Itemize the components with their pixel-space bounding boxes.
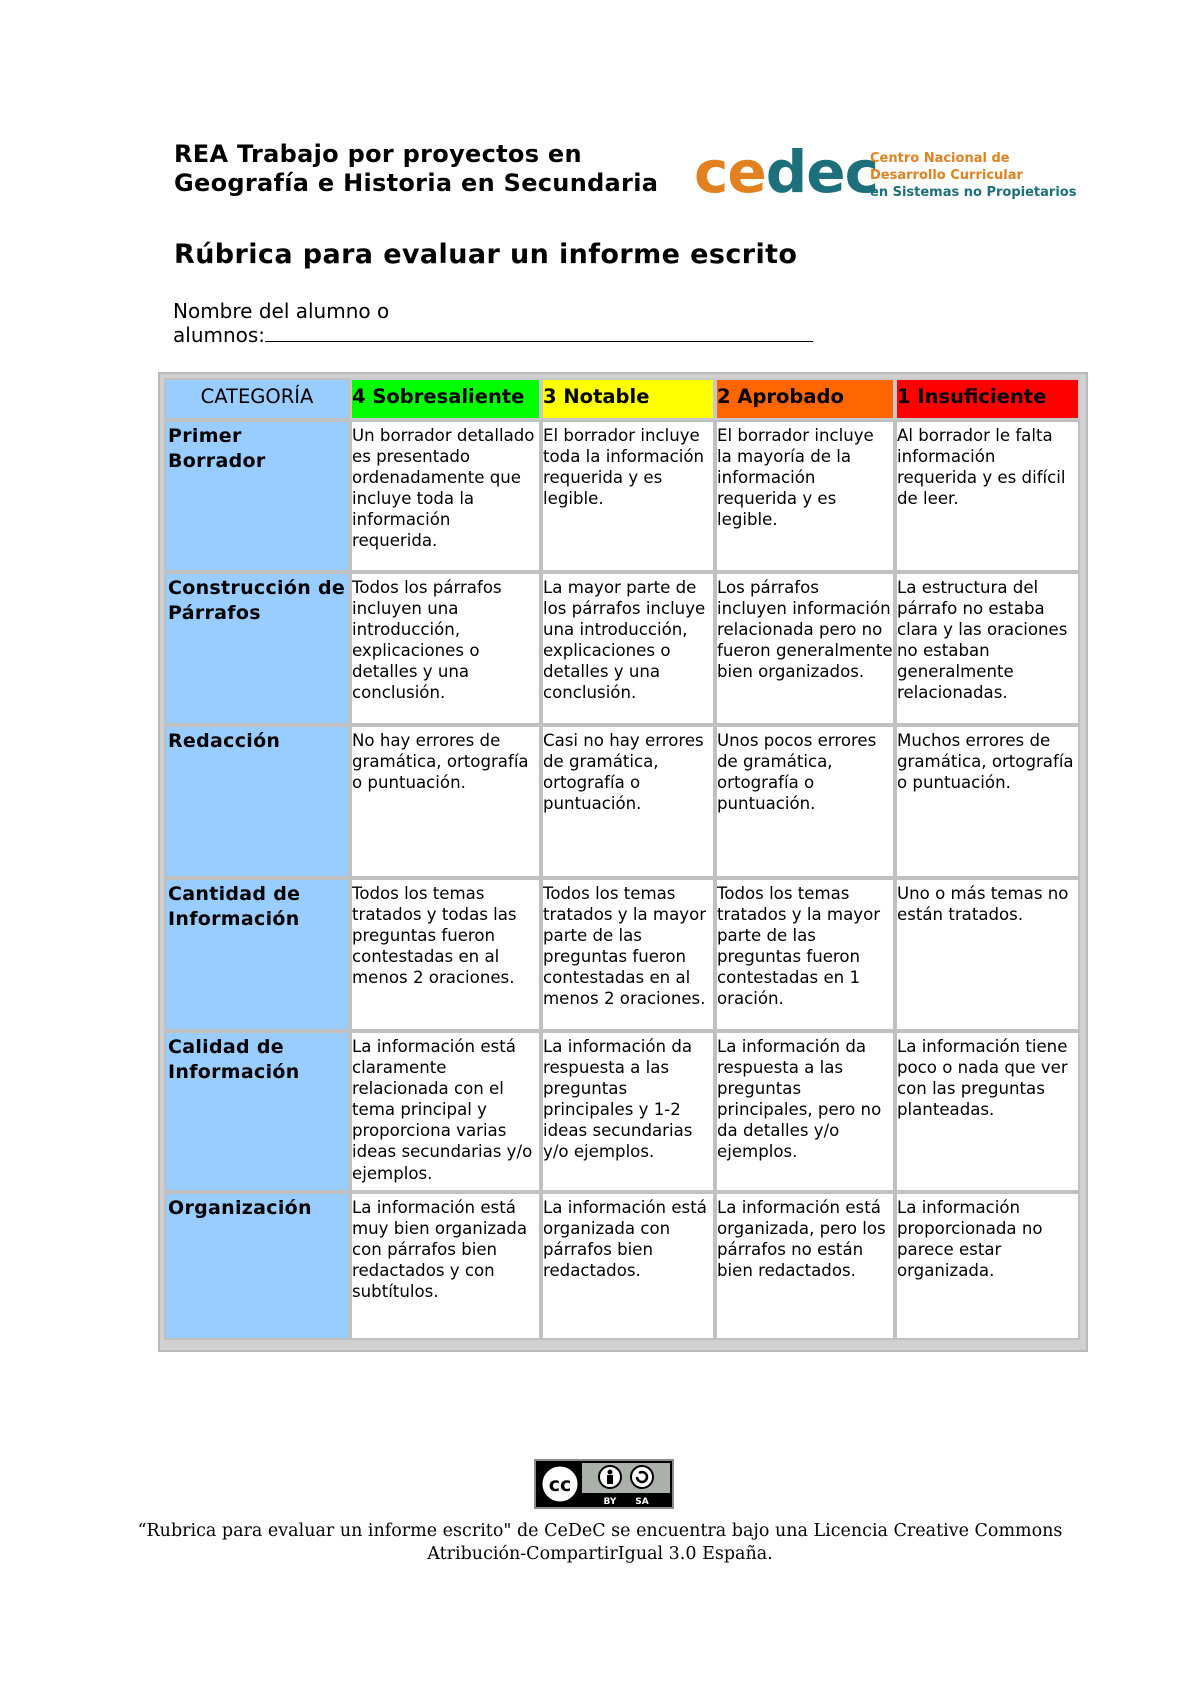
rubric-table — [158, 372, 1088, 1352]
header-cell-level-2: 3 Notable — [541, 378, 715, 420]
svg-text:SA: SA — [635, 1497, 649, 1507]
logo-line2: Desarrollo Curricular — [870, 168, 1023, 183]
logo-line1: Centro Nacional de — [870, 151, 1010, 166]
criterion-cell: Todos los temas tratados y la mayor parte de las preguntas fueron contestadas en al menos 2 oraciones. — [541, 878, 715, 1031]
criterion-cell: No hay errores de gramática, ortografía o puntuación. — [350, 725, 541, 878]
category-cell: Cantidad de Información — [164, 878, 350, 1031]
svg-text:BY: BY — [603, 1497, 617, 1507]
criterion-cell: La mayor parte de los párrafos incluye una introducción, explicaciones o detalles y una conclusión. — [541, 572, 715, 725]
header-title — [174, 140, 658, 198]
criterion-cell: La información está claramente relacionada con el tema principal y proporciona varias ideas secundarias y/o ejemplos. — [350, 1031, 541, 1192]
criterion-cell: La información está muy bien organizada con párrafos bien redactados y con subtítulos. — [350, 1192, 541, 1340]
cc-by-sa-badge — [534, 1459, 674, 1509]
criterion-cell: Un borrador detallado es presentado ordenadamente que incluye toda la información requerida. — [350, 420, 541, 572]
category-cell: Calidad de Información — [164, 1031, 350, 1192]
student-name-field — [173, 300, 813, 347]
category-cell: Primer Borrador — [164, 420, 350, 572]
criterion-cell: Todos los temas tratados y todas las preguntas fueron contestadas en al menos 2 oraciones. — [350, 878, 541, 1031]
criterion-cell: Casi no hay errores de gramática, ortografía o puntuación. — [541, 725, 715, 878]
license-text — [0, 1520, 1200, 1566]
header-cell-level-4: 1 Insuficiente — [895, 378, 1080, 420]
student-label-line2: alumnos: — [173, 323, 266, 347]
criterion-cell: La estructura del párrafo no estaba clara y las oraciones no estaban generalmente relacionadas. — [895, 572, 1080, 725]
header-title-line1: REA Trabajo por proyectos en — [174, 140, 582, 168]
header-cell-level-1: 4 Sobresaliente — [350, 378, 541, 420]
criterion-cell: La información da respuesta a las preguntas principales y 1-2 ideas secundarias y/o ejemplos. — [541, 1031, 715, 1192]
student-label-line1: Nombre del alumno o — [173, 299, 390, 323]
cc-by-sa-icon — [536, 1461, 672, 1507]
header-cell-category: CATEGORÍA — [164, 378, 350, 420]
header-title-line2: Geografía e Historia en Secundaria — [174, 169, 659, 197]
criterion-cell: Todos los temas tratados y la mayor parte de las preguntas fueron contestadas en 1 oración. — [715, 878, 895, 1031]
criterion-cell: Al borrador le falta información requerida y es difícil de leer. — [895, 420, 1080, 572]
criterion-cell: Uno o más temas no están tratados. — [895, 878, 1080, 1031]
category-cell: Redacción — [164, 725, 350, 878]
criterion-cell: Unos pocos errores de gramática, ortografía o puntuación. — [715, 725, 895, 878]
criterion-cell: Todos los párrafos incluyen una introducción, explicaciones o detalles y una conclusión. — [350, 572, 541, 725]
criterion-cell: La información da respuesta a las preguntas principales, pero no da detalles y/o ejemplos. — [715, 1031, 895, 1192]
criterion-cell: Muchos errores de gramática, ortografía o puntuación. — [895, 725, 1080, 878]
cedec-logo — [694, 138, 1077, 206]
svg-text:cc: cc — [548, 1474, 572, 1496]
cedec-logo-text — [870, 150, 1076, 201]
header-cell-level-3: 2 Aprobado — [715, 378, 895, 420]
document-title: Rúbrica para evaluar un informe escrito — [174, 239, 798, 270]
criterion-cell: La información tiene poco o nada que ver con las preguntas planteadas. — [895, 1031, 1080, 1192]
license-text-line1: “Rubrica para evaluar un informe escrito" de CeDeC se encuentra bajo una Licencia Creative Commons — [137, 1521, 1063, 1541]
criterion-cell: Los párrafos incluyen información relacionada pero no fueron generalmente bien organizados. — [715, 572, 895, 725]
criterion-cell: La información está organizada con párrafos bien redactados. — [541, 1192, 715, 1340]
student-name-blank[interactable] — [265, 323, 813, 342]
criterion-cell: La información está organizada, pero los párrafos no están bien redactados. — [715, 1192, 895, 1340]
logo-line3: en Sistemas no Propietarios — [870, 185, 1077, 200]
category-cell: Construcción de Párrafos — [164, 572, 350, 725]
cedec-logo-word: cedec — [694, 138, 878, 206]
category-cell: Organización — [164, 1192, 350, 1340]
license-text-line2: Atribución-CompartirIgual 3.0 España. — [427, 1544, 773, 1564]
criterion-cell: El borrador incluye la mayoría de la información requerida y es legible. — [715, 420, 895, 572]
criterion-cell: La información proporcionada no parece estar organizada. — [895, 1192, 1080, 1340]
criterion-cell: El borrador incluye toda la información requerida y es legible. — [541, 420, 715, 572]
